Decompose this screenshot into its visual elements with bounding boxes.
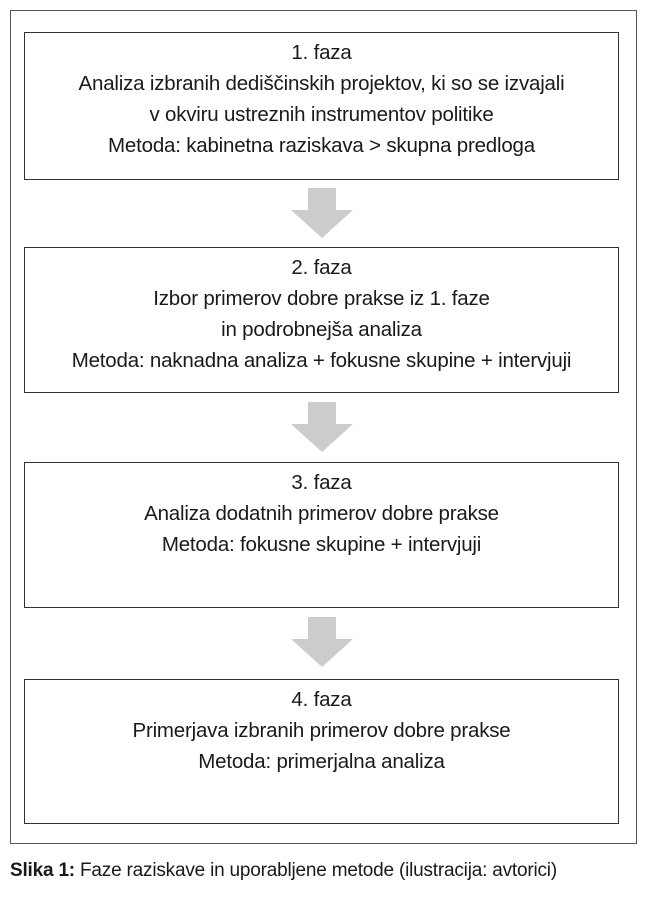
arrow-down-icon [291,402,353,452]
phase-2-box [24,247,619,393]
arrow-down-icon [291,617,353,667]
figure-caption [10,859,557,883]
phase-4-line-1: Primerjava izbranih primerov dobre prakse [132,719,511,742]
phase-2-line-3: Metoda: naknadna analiza + fokusne skupine + intervjuji [71,349,572,372]
phase-3-line-2: Metoda: fokusne skupine + intervjuji [161,533,482,556]
phase-3-title: 3. faza [291,471,352,494]
phase-1-line-2: v okviru ustreznih instrumentov politike [149,103,494,126]
phase-1-line-3: Metoda: kabinetna raziskava > skupna predloga [108,134,535,157]
phase-1-title: 1. faza [291,41,352,64]
phase-4-box [24,679,619,824]
caption-text: Faze raziskave in uporabljene metode (ilustracija: avtorici) [74,860,557,881]
phase-2-line-2: in podrobnejša analiza [221,318,422,341]
caption-label: Slika 1: [10,860,75,881]
phase-3-line-1: Analiza dodatnih primerov dobre prakse [144,502,499,525]
phase-1-box [24,32,619,180]
phase-2-title: 2. faza [291,256,352,279]
phase-1-line-1: Analiza izbranih dediščinskih projektov, ki so se izvajali [78,72,565,95]
phase-4-title: 4. faza [291,688,352,711]
phase-2-line-1: Izbor primerov dobre prakse iz 1. faze [153,287,490,310]
phase-4-line-2: Metoda: primerjalna analiza [198,750,445,773]
arrow-down-icon [291,188,353,238]
phase-3-box [24,462,619,608]
